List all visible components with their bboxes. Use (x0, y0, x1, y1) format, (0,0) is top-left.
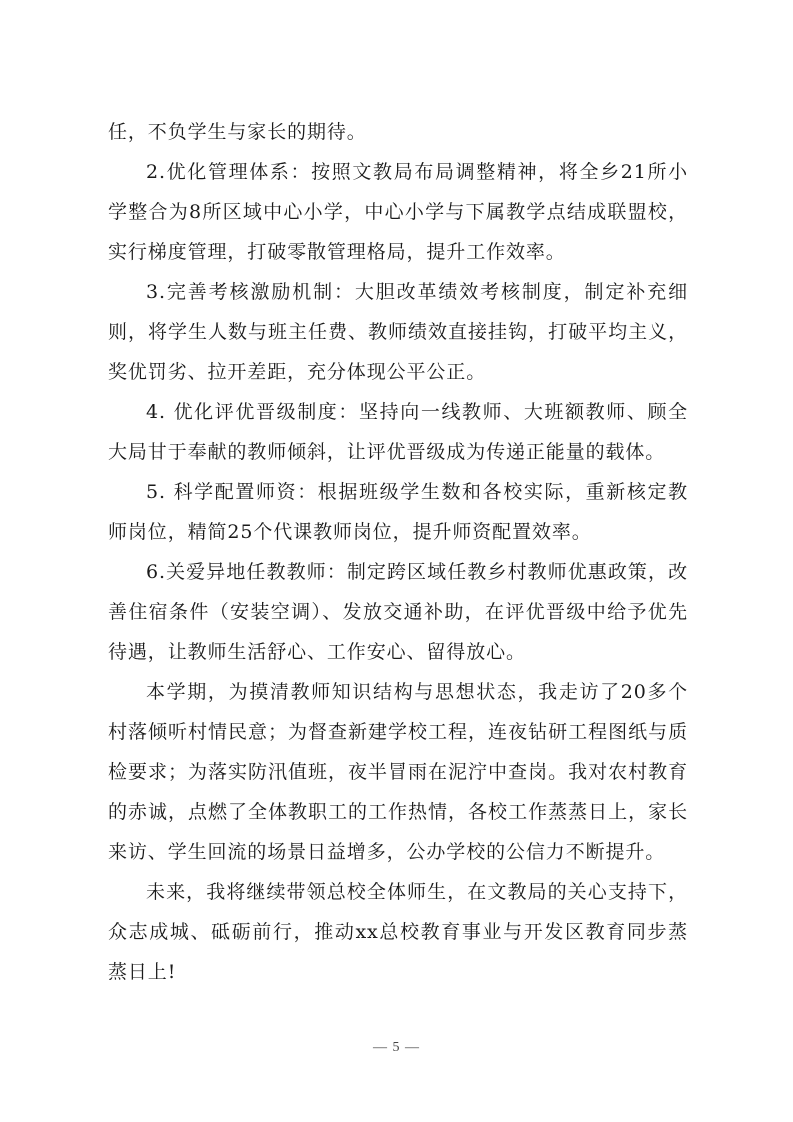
paragraph-semester-work: 本学期，为摸清教师知识结构与思想状态，我走访了20多个村落倾听村情民意；为督查新建学校工程，连夜钻研工程图纸与质检要求；为落实防汛值班，夜半冒雨在泥泞中查岗。我对农村教育的赤诚，点燃了全体教职工的工作热情，各校工作蒸蒸日上，家长来访、学生回流的场景日益增多，公办学校的公信力不断提升。 (108, 681, 688, 863)
paragraph-teacher-allocation: 5. 科学配置师资：根据班级学生数和各校实际，重新核定教师岗位，精简25个代课教师岗位，提升师资配置效率。 (108, 481, 688, 543)
paragraph-assessment-incentive: 3.完善考核激励机制：大胆改革绩效考核制度，制定补充细则，将学生人数与班主任费、教师绩效直接挂钩，打破平均主义，奖优罚劣、拉开差距，充分体现公平公正。 (108, 281, 688, 383)
body-text (108, 112, 688, 992)
paragraph-care-remote-teachers: 6.关爱异地任教教师：制定跨区域任教乡村教师优惠政策，改善住宿条件（安装空调）、发放交通补助，在评优晋级中给予优先待遇，让教师生活舒心、工作安心、留得放心。 (108, 561, 688, 663)
page-number: — 5 — (373, 1040, 420, 1055)
paragraph-continuation: 任，不负学生与家长的期待。 (108, 121, 367, 143)
paragraph-future-outlook: 未来，我将继续带领总校全体师生，在文教局的关心支持下，众志成城、砥砺前行，推动xx总校教育事业与开发区教育同步蒸蒸日上! (108, 881, 688, 983)
paragraph-evaluation-promotion: 4. 优化评优晋级制度：坚持向一线教师、大班额教师、顾全大局甘于奉献的教师倾斜，让评优晋级成为传递正能量的载体。 (108, 401, 688, 463)
paragraph-optimize-management: 2.优化管理体系：按照文教局布局调整精神，将全乡21所小学整合为8所区域中心小学，中心小学与下属教学点结成联盟校，实行梯度管理，打破零散管理格局，提升工作效率。 (108, 161, 688, 263)
